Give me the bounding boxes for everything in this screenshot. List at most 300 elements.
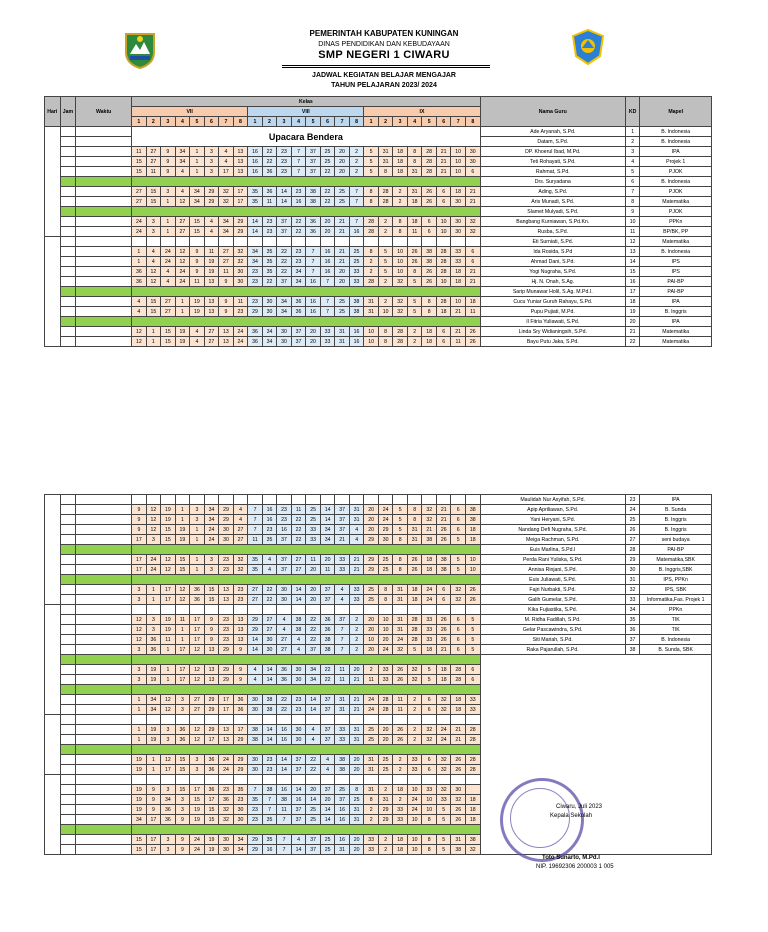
teacher-code-cell: 30	[465, 147, 480, 157]
empty-cell	[378, 495, 393, 505]
empty-cell	[132, 775, 147, 785]
teacher-code-cell: 25	[349, 247, 364, 257]
teacher-code-cell: 29	[233, 755, 248, 765]
teacher-code-cell: 28	[422, 157, 437, 167]
teacher-code-cell: 13	[233, 625, 248, 635]
teacher-subject: PAI-BP	[640, 287, 712, 297]
teacher-code-cell: 16	[248, 147, 263, 157]
col-header-class: Kelas	[132, 97, 481, 107]
teacher-code-cell: 32	[219, 187, 234, 197]
govt-name: PEMERINTAH KABUPATEN KUNINGAN	[309, 29, 459, 38]
teacher-code-cell: 12	[175, 197, 190, 207]
teacher-code-cell: 7	[306, 267, 321, 277]
teacher-code: 14	[625, 257, 640, 267]
teacher-code-cell: 4	[306, 735, 321, 745]
empty-cell	[436, 495, 451, 505]
teacher-code-cell: 29	[364, 535, 379, 545]
teacher-code-cell: 10	[451, 297, 466, 307]
break-bar	[132, 825, 480, 835]
teacher-code-cell: 4	[146, 247, 161, 257]
teacher-code-cell: 36	[248, 337, 263, 347]
teacher-code-cell: 37	[277, 565, 292, 575]
period-number	[60, 735, 76, 745]
teacher-code-cell: 14	[277, 197, 292, 207]
teacher-code-cell: 15	[132, 835, 147, 845]
teacher-code-cell: 24	[233, 337, 248, 347]
teacher-code-cell: 21	[335, 257, 350, 267]
teacher-code-cell: 14	[262, 735, 277, 745]
teacher-code-cell: 37	[277, 555, 292, 565]
teacher-code-cell: 15	[175, 765, 190, 775]
teacher-code-cell: 3	[175, 705, 190, 715]
teacher-code-cell: 6	[436, 337, 451, 347]
time-slot	[76, 575, 132, 585]
teacher-code-cell: 27	[146, 147, 161, 157]
teacher-code-cell: 21	[465, 187, 480, 197]
teacher-subject: B. Indonesia	[640, 247, 712, 257]
empty-cell	[422, 237, 437, 247]
teacher-code-cell: 24	[132, 217, 147, 227]
class-number: 1	[248, 117, 263, 127]
teacher-code-cell: 18	[407, 595, 422, 605]
empty-cell	[233, 495, 248, 505]
period-number	[60, 267, 76, 277]
empty-cell	[262, 495, 277, 505]
teacher-code-cell: 26	[407, 565, 422, 575]
teacher-code-cell: 22	[291, 525, 306, 535]
teacher-subject: IPS, PPKn	[640, 575, 712, 585]
teacher-code-cell: 37	[320, 725, 335, 735]
empty-cell	[219, 775, 234, 785]
teacher-code-cell: 2	[364, 815, 379, 825]
teacher-code-cell: 1	[175, 635, 190, 645]
teacher-code-cell: 29	[219, 515, 234, 525]
teacher-code-cell: 1	[161, 645, 176, 655]
teacher-code-cell: 17	[146, 815, 161, 825]
teacher-code-cell: 13	[204, 307, 219, 317]
teacher-code-cell: 1	[190, 555, 205, 565]
teacher-code-cell: 35	[262, 535, 277, 545]
teacher-code-cell: 21	[349, 675, 364, 685]
teacher-code-cell: 19	[190, 297, 205, 307]
teacher-name: Meiga Rachman, S.Pd.	[480, 535, 625, 545]
teacher-code-cell: 24	[146, 555, 161, 565]
teacher-code-cell: 22	[262, 595, 277, 605]
period-number	[60, 695, 76, 705]
teacher-code-cell: 24	[436, 735, 451, 745]
teacher-code-cell: 12	[132, 337, 147, 347]
period-number	[60, 337, 76, 347]
teacher-code-cell: 7	[277, 845, 292, 855]
teacher-code-cell: 5	[466, 625, 481, 635]
teacher-code-cell: 32	[451, 795, 466, 805]
teacher-code-cell: 19	[132, 755, 147, 765]
teacher-code-cell: 17	[161, 765, 176, 775]
empty-cell	[436, 775, 451, 785]
teacher-code-cell: 20	[335, 267, 350, 277]
period-number	[60, 775, 76, 785]
teacher-code-cell: 14	[306, 795, 321, 805]
empty-cell	[146, 715, 161, 725]
teacher-code-cell: 18	[422, 337, 437, 347]
teacher-code-cell: 38	[466, 515, 481, 525]
teacher-code-cell: 36	[175, 725, 190, 735]
teacher-code-cell: 2	[349, 635, 364, 645]
teacher-code-cell: 3	[204, 157, 219, 167]
teacher-code-cell: 12	[175, 257, 190, 267]
teacher-code-cell: 37	[335, 795, 350, 805]
teacher-code-cell: 19	[161, 515, 176, 525]
teacher-code-cell: 36	[146, 645, 161, 655]
teacher-code-cell: 32	[219, 815, 234, 825]
teacher-code-cell: 6	[451, 645, 466, 655]
time-slot	[76, 735, 132, 745]
teacher-code-cell: 19	[204, 835, 219, 845]
time-slot	[76, 665, 132, 675]
teacher-code-cell: 24	[219, 755, 234, 765]
teacher-code-cell: 19	[146, 725, 161, 735]
teacher-code-cell: 9	[219, 277, 234, 287]
teacher-code-cell: 21	[422, 525, 437, 535]
teacher-code-cell: 32	[393, 297, 408, 307]
teacher-code-cell	[466, 785, 481, 795]
teacher-code-cell: 36	[262, 167, 277, 177]
teacher-code-cell: 9	[204, 625, 219, 635]
teacher-code-cell: 28	[466, 755, 481, 765]
empty-cell	[219, 605, 234, 615]
teacher-code-cell: 20	[349, 765, 364, 775]
teacher-code-cell: 29	[204, 695, 219, 705]
empty-cell	[436, 237, 451, 247]
empty-cell	[233, 715, 248, 725]
teacher-code-cell: 1	[146, 585, 161, 595]
teacher-code-cell: 30	[291, 675, 306, 685]
teacher-code-cell: 12	[146, 277, 161, 287]
teacher-name: Nandang Defi Nugraha, S.Pd.	[480, 525, 625, 535]
teacher-code-cell: 4	[291, 645, 306, 655]
teacher-code-cell: 17	[190, 615, 205, 625]
teacher-subject: IPS, SBK	[640, 585, 712, 595]
teacher-code-cell: 9	[204, 635, 219, 645]
class-number: 4	[175, 117, 190, 127]
teacher-code-cell: 19	[204, 845, 219, 855]
teacher-code-cell: 28	[407, 635, 422, 645]
teacher-code-cell: 3	[190, 505, 205, 515]
time-slot	[76, 137, 132, 147]
period-number	[60, 805, 76, 815]
teacher-code-cell: 8	[378, 585, 393, 595]
teacher-code-cell: 28	[407, 625, 422, 635]
teacher-code-cell: 23	[219, 625, 234, 635]
teacher-code-cell: 18	[422, 327, 437, 337]
break-bar	[132, 745, 480, 755]
teacher-code: 17	[625, 287, 640, 297]
teacher-code-cell: 28	[393, 337, 408, 347]
period-number	[60, 815, 76, 825]
teacher-code-cell: 30	[291, 725, 306, 735]
teacher-code-cell: 28	[466, 735, 481, 745]
period-number	[60, 545, 76, 555]
teacher-code-cell: 12	[175, 247, 190, 257]
teacher-code-cell: 15	[204, 805, 219, 815]
empty-cell	[161, 775, 176, 785]
teacher-code-cell: 23	[219, 785, 234, 795]
teacher-code-cell: 38	[248, 725, 263, 735]
teacher-code-cell: 16	[277, 525, 292, 535]
teacher-subject: TIK	[640, 615, 712, 625]
teacher-code-cell: 18	[466, 525, 481, 535]
teacher-code-cell: 3	[190, 515, 205, 525]
teacher-code: 31	[625, 575, 640, 585]
teacher-code-cell: 3	[204, 167, 219, 177]
teacher-code: 4	[625, 157, 640, 167]
period-number	[60, 317, 76, 327]
teacher-subject: B. Sunda, SBK	[640, 645, 712, 655]
teacher-code-cell: 23	[248, 297, 263, 307]
teacher-code-cell: 23	[291, 187, 306, 197]
teacher-code-cell: 21	[436, 147, 451, 157]
time-slot	[76, 645, 132, 655]
teacher-code-cell: 1	[132, 695, 147, 705]
time-slot	[76, 495, 132, 505]
time-slot	[76, 655, 132, 665]
time-slot	[76, 835, 132, 845]
teacher-code-cell: 19	[146, 665, 161, 675]
teacher-code-cell: 5	[451, 535, 466, 545]
empty-cell	[320, 715, 335, 725]
teacher-code-cell: 27	[161, 307, 176, 317]
teacher-code-cell: 15	[175, 755, 190, 765]
teacher-code-cell: 29	[233, 735, 248, 745]
empty-cell	[248, 715, 263, 725]
teacher-code-cell: 6	[436, 595, 451, 605]
teacher-code-cell: 14	[291, 595, 306, 605]
teacher-code-cell: 8	[393, 535, 408, 545]
grade-7-header: VII	[132, 107, 248, 117]
time-slot	[76, 307, 132, 317]
teacher-code-cell: 12	[161, 755, 176, 765]
teacher-code-cell: 20	[378, 725, 393, 735]
teacher-code-cell: 32	[233, 257, 248, 267]
teacher-code-cell: 27	[291, 565, 306, 575]
teacher-code-cell: 29	[204, 725, 219, 735]
teacher-subject: IPA	[640, 147, 712, 157]
teacher-code-cell: 22	[306, 635, 321, 645]
teacher-code-cell: 23	[233, 595, 248, 605]
teacher-subject: IPS	[640, 267, 712, 277]
teacher-code-cell: 30	[248, 755, 263, 765]
teacher-code: 13	[625, 247, 640, 257]
teacher-code-cell: 27	[190, 695, 205, 705]
teacher-code-cell: 1	[146, 327, 161, 337]
teacher-code-cell: 25	[378, 555, 393, 565]
teacher-code-cell: 15	[175, 555, 190, 565]
teacher-code-cell: 14	[320, 815, 335, 825]
teacher-code-cell: 23	[219, 615, 234, 625]
class-number: 8	[465, 117, 480, 127]
teacher-code-cell: 1	[132, 735, 147, 745]
teacher-code-cell: 19	[146, 675, 161, 685]
teacher-code-cell: 26	[393, 675, 408, 685]
teacher-code-cell: 8	[422, 307, 437, 317]
teacher-code-cell: 29	[219, 675, 234, 685]
teacher-code-cell: 36	[190, 585, 205, 595]
teacher-code-cell: 28	[436, 257, 451, 267]
teacher-code-cell: 6	[466, 665, 481, 675]
teacher-code-cell: 10	[451, 167, 466, 177]
teacher-code-cell: 30	[248, 705, 263, 715]
teacher-code-cell: 11	[306, 555, 321, 565]
empty-cell	[190, 775, 205, 785]
teacher-code-cell: 9	[233, 665, 248, 675]
teacher-subject: IPA	[640, 297, 712, 307]
teacher-name: Kika Fujiastika, S.Pd.	[480, 605, 625, 615]
teacher-code-cell: 24	[422, 585, 437, 595]
teacher-code-cell: 34	[175, 157, 190, 167]
teacher-code-cell: 2	[349, 625, 364, 635]
teacher-code-cell: 18	[422, 555, 437, 565]
teacher-code-cell: 38	[335, 755, 350, 765]
teacher-code-cell: 25	[349, 795, 364, 805]
teacher-code-cell: 1	[132, 257, 147, 267]
divider	[282, 67, 490, 68]
teacher-code-cell: 6	[436, 197, 451, 207]
teacher-code-cell: 20	[320, 217, 335, 227]
teacher-code-cell: 5	[378, 257, 393, 267]
teacher-code-cell: 31	[364, 785, 379, 795]
teacher-code-cell: 24	[204, 535, 219, 545]
empty-cell	[407, 715, 422, 725]
teacher-code-cell: 37	[306, 835, 321, 845]
teacher-code-cell: 20	[349, 845, 364, 855]
teacher-code-cell: 34	[132, 815, 147, 825]
teacher-code-cell: 30	[248, 765, 263, 775]
teacher-code-cell: 21	[335, 217, 350, 227]
teacher-code-cell: 22	[262, 147, 277, 157]
teacher-code-cell: 8	[422, 297, 437, 307]
teacher-code-cell: 38	[262, 705, 277, 715]
teacher-code-cell: 10	[393, 247, 408, 257]
teacher-code-cell: 32	[233, 247, 248, 257]
teacher-code-cell: 2	[393, 187, 408, 197]
empty-cell	[451, 715, 466, 725]
teacher-code-cell: 16	[262, 515, 277, 525]
teacher-code-cell: 30	[219, 535, 234, 545]
teacher-code-cell: 33	[378, 675, 393, 685]
teacher-code-cell: 20	[349, 665, 364, 675]
period-number	[60, 207, 76, 217]
teacher-code-cell: 27	[233, 535, 248, 545]
teacher-code-cell: 37	[320, 585, 335, 595]
period-number	[60, 307, 76, 317]
teacher-code-cell: 17	[219, 695, 234, 705]
teacher-code-cell: 35	[262, 247, 277, 257]
empty-cell	[378, 605, 393, 615]
teacher-code-cell: 30	[451, 227, 466, 237]
empty-cell	[393, 237, 408, 247]
teacher-code-cell: 15	[146, 297, 161, 307]
empty-cell	[248, 495, 263, 505]
period-number	[60, 765, 76, 775]
teacher-code: 18	[625, 297, 640, 307]
teacher-code-cell: 28	[378, 695, 393, 705]
teacher-code-cell: 37	[320, 705, 335, 715]
teacher-code-cell: 13	[204, 297, 219, 307]
teacher-code-cell: 14	[306, 695, 321, 705]
time-slot	[76, 127, 132, 137]
teacher-code-cell: 38	[306, 197, 321, 207]
teacher-code-cell: 22	[277, 705, 292, 715]
teacher-code-cell: 12	[190, 735, 205, 745]
teacher-code-cell: 8	[378, 595, 393, 605]
letterhead	[0, 28, 768, 61]
period-number	[60, 217, 76, 227]
teacher-code-cell: 4	[219, 157, 234, 167]
teacher-code-cell: 14	[320, 515, 335, 525]
teacher-code-cell: 24	[378, 505, 393, 515]
teacher-code-cell: 16	[277, 725, 292, 735]
teacher-code-cell: 31	[364, 765, 379, 775]
teacher-code-cell: 33	[378, 665, 393, 675]
period-number	[60, 177, 76, 187]
teacher-code-cell: 26	[422, 277, 437, 287]
teacher-code-cell: 30	[262, 645, 277, 655]
teacher-code-cell: 27	[175, 217, 190, 227]
empty-cell	[320, 495, 335, 505]
teacher-code-cell: 2	[378, 217, 393, 227]
teacher-code-cell: 7	[349, 197, 364, 207]
teacher-code-cell: 34	[219, 217, 234, 227]
teacher-subject: PPKn	[640, 605, 712, 615]
time-slot	[76, 745, 132, 755]
teacher-code-cell: 29	[378, 815, 393, 825]
teacher-code-cell: 13	[219, 337, 234, 347]
teacher-code-cell: 34	[306, 665, 321, 675]
teacher-code-cell: 10	[466, 565, 481, 575]
teacher-code-cell: 16	[349, 337, 364, 347]
empty-cell	[146, 237, 161, 247]
teacher-code-cell: 7	[277, 835, 292, 845]
teacher-code-cell: 6	[422, 217, 437, 227]
teacher-code-cell: 11	[132, 147, 147, 157]
period-number	[60, 835, 76, 845]
teacher-code-cell: 19	[190, 805, 205, 815]
teacher-code-cell: 12	[175, 585, 190, 595]
teacher-code-cell: 18	[393, 147, 408, 157]
teacher-code-cell: 31	[393, 625, 408, 635]
teacher-code-cell: 28	[393, 327, 408, 337]
teacher-code-cell: 31	[407, 535, 422, 545]
teacher-code-cell: 16	[335, 835, 350, 845]
teacher-code-cell: 29	[233, 765, 248, 775]
teacher-code-cell: 20	[306, 565, 321, 575]
empty-cell	[451, 775, 466, 785]
teacher-subject: Matematika	[640, 327, 712, 337]
teacher-code-cell: 34	[291, 267, 306, 277]
teacher-subject: Matematika,SBK	[640, 555, 712, 565]
empty-cell	[407, 775, 422, 785]
teacher-code-cell: 30	[262, 307, 277, 317]
teacher-code-cell: 1	[190, 565, 205, 575]
teacher-code-cell: 2	[393, 765, 408, 775]
teacher-code-cell: 31	[407, 167, 422, 177]
teacher-name: Fajri Nurbakti, S.Pd.	[480, 585, 625, 595]
teacher-code-cell: 18	[451, 695, 466, 705]
class-number: 2	[146, 117, 161, 127]
teacher-code-cell: 9	[161, 157, 176, 167]
teacher-code-cell: 34	[161, 795, 176, 805]
school-name: SMP NEGERI 1 CIWARU	[318, 49, 450, 61]
